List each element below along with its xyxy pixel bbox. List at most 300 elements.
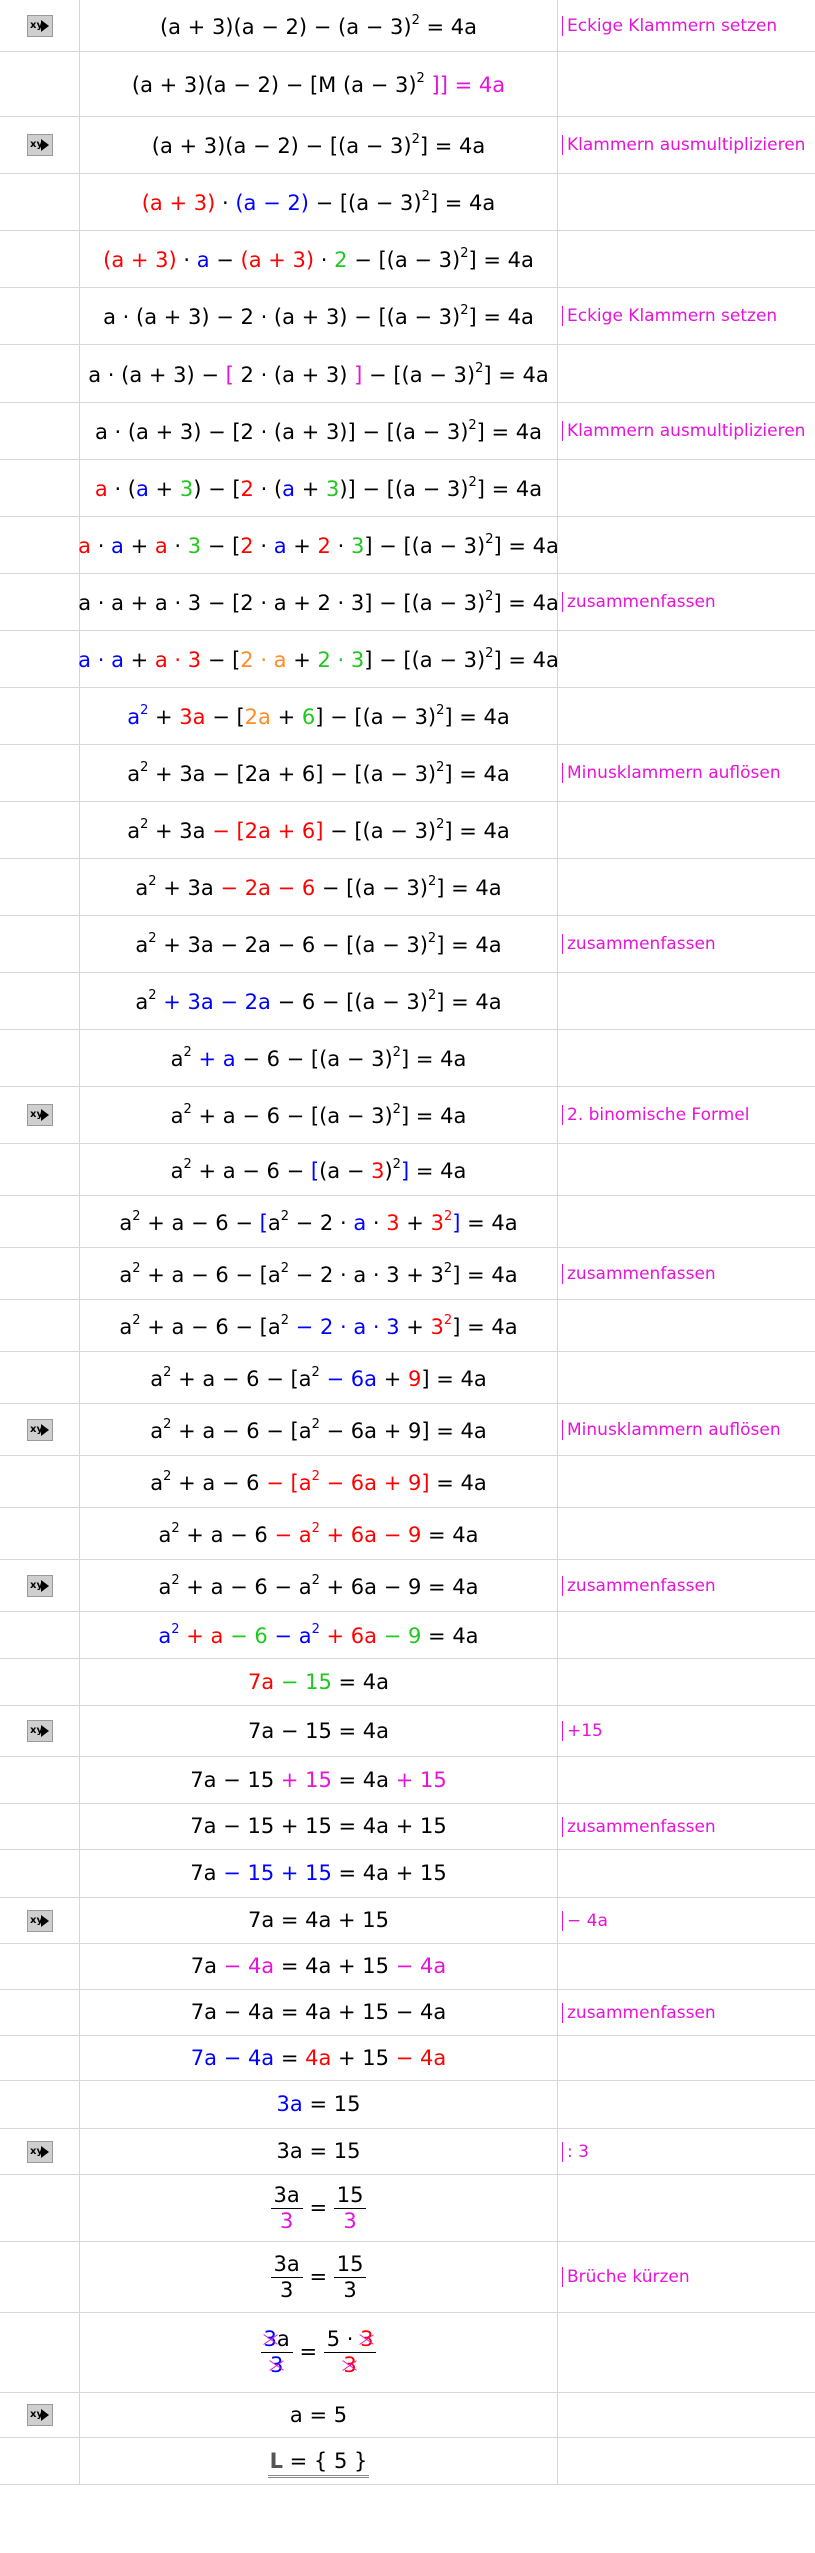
term: + <box>148 705 180 729</box>
equation-cell <box>80 117 558 173</box>
term: + 3a − [2a + 6] − [(a − 3) <box>148 762 437 786</box>
step-row <box>0 1030 815 1087</box>
exponent: 2 <box>140 703 149 718</box>
term: + a <box>186 1624 224 1648</box>
button-cell <box>0 174 80 230</box>
step-row <box>0 1560 815 1612</box>
equation-cell <box>80 1030 558 1086</box>
step-arrow-icon[interactable]: xy <box>27 1575 53 1597</box>
step-row <box>0 859 815 916</box>
equation-cell <box>80 1659 558 1705</box>
term: ] − [(a − 3) <box>315 705 437 729</box>
term: + <box>123 534 155 558</box>
term: 3 <box>386 1210 400 1235</box>
button-cell <box>0 802 80 858</box>
fraction <box>334 2182 367 2233</box>
step-row <box>0 1990 815 2036</box>
term: − 4a <box>395 2045 447 2070</box>
exponent: 2 <box>416 71 425 86</box>
term: ]] = 4a <box>431 73 506 97</box>
step-comment: zusammenfassen <box>562 1576 716 1596</box>
term: − [2a + 6] <box>212 819 324 843</box>
exponent: 2 <box>148 874 157 889</box>
step-comment: : 3 <box>562 2142 589 2162</box>
comment-cell <box>558 2242 815 2312</box>
set-open: = { <box>282 2448 334 2473</box>
equation <box>78 533 559 557</box>
equation-cell <box>80 1850 558 1897</box>
equation <box>150 1470 486 1494</box>
step-comment: zusammenfassen <box>562 1817 716 1837</box>
comment-cell <box>558 745 815 801</box>
button-cell <box>0 688 80 744</box>
term: ] = 4a <box>436 990 502 1014</box>
equals: = <box>292 2339 324 2364</box>
term: 7a − 15 = 4a <box>247 1718 390 1743</box>
step-comment: Eckige Klammern setzen <box>562 306 777 326</box>
equation-cell <box>80 2313 558 2392</box>
term: a · (a + 3) − <box>88 362 226 387</box>
term: · <box>91 534 112 558</box>
term: · <box>330 534 351 558</box>
equation <box>78 647 559 671</box>
term: ) − [ <box>193 477 241 501</box>
step-arrow-icon[interactable]: xy <box>27 15 53 37</box>
denominator: 3 <box>279 2277 294 2302</box>
equation-cell <box>80 1944 558 1989</box>
term: + <box>270 705 302 729</box>
term: + <box>377 1366 408 1391</box>
term: ] = 4a <box>429 191 496 215</box>
term: 7a <box>190 1954 224 1978</box>
exponent: 2 <box>163 1416 172 1432</box>
term: ] = 4a <box>468 305 534 329</box>
comment-cell <box>558 1898 815 1943</box>
button-cell <box>0 1804 80 1849</box>
term: a · (a + 3) − 2 · (a + 3) − [(a − 3) <box>103 305 461 329</box>
numerator: 15 <box>334 2254 367 2278</box>
exponent: 2 <box>171 1520 180 1536</box>
term: 3 <box>350 534 365 558</box>
comment-cell <box>558 574 815 630</box>
term: 3 <box>371 1158 385 1183</box>
button-cell <box>0 1404 80 1455</box>
denominator <box>270 2353 283 2376</box>
term: + a − 6 − [a <box>140 1262 281 1287</box>
solution-set <box>268 2449 370 2478</box>
term: 3 <box>325 477 340 501</box>
equation-cell <box>80 1144 558 1195</box>
set-close: } <box>347 2448 368 2473</box>
exponent: 2 <box>468 475 477 490</box>
term: ] = 4a <box>493 534 559 558</box>
term: = 15 <box>302 2092 361 2116</box>
step-comment: Brüche kürzen <box>562 2267 690 2287</box>
term: + a − 6 − [a <box>140 1314 281 1339</box>
term: − [ <box>201 648 241 672</box>
term: 2 · a <box>240 648 287 672</box>
equation <box>171 1103 467 1127</box>
exponent: 2 <box>311 1364 320 1380</box>
term: a <box>353 1210 367 1235</box>
term <box>320 1367 327 1391</box>
equation <box>261 2329 377 2376</box>
step-comment: Klammern ausmultiplizieren <box>562 421 805 441</box>
term: a <box>111 534 124 558</box>
equation-cell <box>80 916 558 972</box>
step-row <box>0 52 815 117</box>
denominator <box>343 2353 356 2376</box>
step-row <box>0 1612 815 1659</box>
button-cell <box>0 916 80 972</box>
button-cell <box>0 1560 80 1611</box>
button-cell <box>0 2242 80 2312</box>
term: − [(a − 3) <box>323 819 437 843</box>
button-cell <box>0 2313 80 2392</box>
equation-cell <box>80 745 558 801</box>
equation <box>127 818 510 842</box>
term: + 15 <box>331 2045 396 2070</box>
equation-cell <box>80 1757 558 1803</box>
equation-cell <box>80 1804 558 1849</box>
term: ] = 4a <box>444 762 510 786</box>
term: = 4a <box>460 1210 518 1235</box>
term: + <box>123 648 155 672</box>
term: ) <box>384 1158 393 1183</box>
term: a <box>94 477 108 501</box>
exponent: 2 <box>311 1416 320 1432</box>
term: − 6a <box>326 1366 378 1391</box>
numerator <box>324 2329 377 2353</box>
term: 3 <box>179 477 194 501</box>
solution-symbol: L <box>269 2448 283 2473</box>
term: = 4a <box>429 1470 487 1495</box>
comment-cell <box>558 1659 815 1705</box>
term: · <box>176 248 197 272</box>
term: = 4a <box>419 14 478 39</box>
term: 7a − 15 <box>190 1767 281 1792</box>
term: a <box>158 1522 172 1547</box>
term: ] = 4a <box>452 1262 518 1287</box>
equation-cell <box>80 688 558 744</box>
button-cell <box>0 574 80 630</box>
comment-cell <box>558 174 815 230</box>
step-row <box>0 1944 815 1990</box>
comment-cell <box>558 288 815 344</box>
equation <box>277 2094 361 2115</box>
term: ] = 4a <box>444 705 510 729</box>
term: − [ <box>201 534 241 558</box>
step-arrow-icon[interactable]: xy <box>27 2141 53 2163</box>
term: 7a = 4a + 15 <box>247 1908 390 1932</box>
step-comment: Eckige Klammern setzen <box>562 16 777 36</box>
term: + a − 6 − a <box>179 1574 312 1599</box>
button-cell <box>0 1944 80 1989</box>
term: ] − [(a − 3) <box>364 534 486 558</box>
equation <box>190 2045 447 2070</box>
equation-cell <box>80 2393 558 2437</box>
step-row <box>0 231 815 288</box>
step-arrow-icon[interactable]: xy <box>27 1104 53 1126</box>
exponent: 2 <box>443 1260 453 1276</box>
term: 3 <box>430 1210 444 1235</box>
exponent: 2 <box>411 12 420 28</box>
term: a <box>170 1104 184 1128</box>
cancelled-digit: 3 <box>269 2353 284 2377</box>
term: − 2 · <box>288 1210 354 1235</box>
button-cell <box>0 1612 80 1658</box>
exponent: 2 <box>392 1045 401 1060</box>
step-row <box>0 345 815 403</box>
term: ] = 4a <box>468 248 534 272</box>
button-cell <box>0 745 80 801</box>
step-row <box>0 403 815 460</box>
equation <box>247 1718 390 1743</box>
equation <box>150 1366 486 1390</box>
term: )] − [(a − 3) <box>339 477 469 501</box>
equation <box>142 190 496 214</box>
exponent: 2 <box>183 1045 192 1060</box>
comment-cell <box>558 2081 815 2128</box>
button-cell <box>0 2393 80 2437</box>
step-row <box>0 2129 815 2175</box>
button-cell <box>0 2438 80 2484</box>
step-row <box>0 802 815 859</box>
comment-cell <box>558 1248 815 1299</box>
exponent: 2 <box>411 132 420 147</box>
term <box>289 1315 296 1339</box>
term <box>274 1670 281 1694</box>
term: − 2 · a · 3 <box>295 1314 400 1339</box>
button-cell <box>0 345 80 402</box>
term: 2 <box>240 534 254 558</box>
equation-cell <box>80 2242 558 2312</box>
term: a <box>170 1158 184 1183</box>
button-cell <box>0 973 80 1029</box>
numerator: 15 <box>334 2185 367 2209</box>
term: [ <box>310 1158 320 1183</box>
exponent: 2 <box>183 1102 192 1117</box>
numerator: 3a <box>271 2185 303 2209</box>
term: = 4a + 15 <box>331 1861 447 1885</box>
comment-cell <box>558 1087 815 1143</box>
equation-cell <box>80 345 558 402</box>
comment-cell <box>558 1196 815 1247</box>
exponent: 2 <box>427 931 437 946</box>
term <box>192 1047 199 1071</box>
exponent: 2 <box>163 1364 172 1380</box>
button-cell <box>0 1300 80 1351</box>
equation-cell <box>80 574 558 630</box>
term: + <box>286 648 318 672</box>
term: + a − 6 − [a <box>171 1418 312 1443</box>
term: · ( <box>107 477 136 501</box>
equation-cell <box>80 802 558 858</box>
term: 4a <box>305 2045 332 2070</box>
step-comment: Minusklammern auflösen <box>562 1420 781 1440</box>
term: a <box>170 1047 184 1071</box>
comment-cell <box>558 973 815 1029</box>
term: + 3a <box>156 876 221 900</box>
term: ] <box>400 1158 410 1183</box>
term: − 6a + 9] <box>319 1470 430 1495</box>
equation-cell <box>80 1352 558 1403</box>
button-cell <box>0 403 80 459</box>
exponent: 2 <box>443 1312 453 1328</box>
exponent: 2 <box>140 760 149 775</box>
term: + <box>148 477 180 501</box>
step-row <box>0 2393 815 2438</box>
equation-cell <box>80 2081 558 2128</box>
comment-cell <box>558 631 815 687</box>
term: a <box>127 705 141 729</box>
term: · <box>366 1210 387 1235</box>
comment-cell <box>558 2438 815 2484</box>
equation <box>190 1863 446 1884</box>
term: a <box>267 1210 281 1235</box>
step-arrow-icon[interactable]: xy <box>27 2404 53 2426</box>
equation-cell <box>80 1898 558 1943</box>
equation-cell <box>80 1196 558 1247</box>
exponent: 2 <box>460 246 469 261</box>
equation <box>190 1816 446 1837</box>
button-cell <box>0 2036 80 2080</box>
button-cell <box>0 1144 80 1195</box>
term: + a − 6 − <box>140 1210 260 1235</box>
term: a = 5 <box>289 2402 348 2427</box>
term: = 4a <box>421 1522 479 1547</box>
equals: = <box>302 2195 334 2219</box>
term: − [(a − 3) <box>315 876 428 900</box>
term: 3a = 15 <box>276 2139 361 2163</box>
step-row <box>0 117 815 174</box>
term: − 4a <box>395 1954 447 1978</box>
term: a · a + a · 3 − [2 · a + 2 · 3] − [(a − 3) <box>78 591 486 615</box>
term: 3 <box>187 534 202 558</box>
term: a · (a + 3) − [2 · (a + 3)] − [(a − 3) <box>94 420 469 444</box>
term: 2 · (a + 3) <box>233 362 355 387</box>
equation-cell <box>80 288 558 344</box>
step-row <box>0 1757 815 1804</box>
term: [ <box>225 362 234 387</box>
step-row <box>0 1659 815 1706</box>
term: 2 <box>334 248 348 272</box>
step-row <box>0 688 815 745</box>
fraction <box>261 2329 293 2376</box>
step-row <box>0 174 815 231</box>
term: 7a − 15 + 15 = 4a + 15 <box>190 1814 447 1838</box>
term: − 9 <box>383 1624 422 1648</box>
term: − a <box>274 1522 312 1547</box>
step-comment: zusammenfassen <box>562 2003 716 2023</box>
term: + 6a − 9 = 4a <box>319 1574 479 1599</box>
term: (a + 3)(a − 2) − [M <box>131 73 337 97</box>
term: (a − 2) <box>235 191 309 215</box>
exponent: 2 <box>148 988 157 1003</box>
exponent: 2 <box>392 1102 401 1117</box>
equation-cell <box>80 2129 558 2174</box>
fraction <box>271 2251 303 2302</box>
step-row <box>0 1804 815 1850</box>
term: − 15 <box>280 1669 332 1694</box>
equation <box>171 1158 467 1182</box>
button-cell <box>0 0 80 51</box>
button-cell <box>0 1850 80 1897</box>
term: · <box>215 191 236 215</box>
step-row <box>0 1248 815 1300</box>
equation <box>95 476 542 500</box>
term: ] = 4a <box>476 420 543 444</box>
exponent: 2 <box>280 1208 289 1224</box>
equation <box>132 72 505 96</box>
term: a <box>196 248 210 272</box>
comment-cell <box>558 859 815 915</box>
term: 2 <box>317 534 331 558</box>
term: · <box>253 534 274 558</box>
step-arrow-icon[interactable]: xy <box>27 134 53 156</box>
exponent: 2 <box>280 1260 289 1276</box>
equation <box>103 304 534 328</box>
equation <box>78 590 559 614</box>
equation-cell <box>80 1248 558 1299</box>
step-arrow-icon[interactable]: xy <box>27 1910 53 1932</box>
equation-cell <box>80 1990 558 2035</box>
equation <box>127 761 510 785</box>
comment-cell <box>558 2175 815 2241</box>
button-cell <box>0 2129 80 2174</box>
exponent: 2 <box>443 1208 453 1224</box>
term: + 3a <box>148 819 213 843</box>
term: ] − [(a − 3) <box>364 648 486 672</box>
exponent: 2 <box>485 646 494 661</box>
button-cell <box>0 1030 80 1086</box>
term: a <box>127 762 141 786</box>
comment-cell <box>558 1456 815 1507</box>
step-row <box>0 517 815 574</box>
comment-cell <box>558 1144 815 1195</box>
term: ] = 4a <box>436 876 502 900</box>
step-arrow-icon[interactable]: xy <box>27 1720 53 1742</box>
term: + 6a <box>326 1624 378 1648</box>
step-arrow-icon[interactable]: xy <box>27 1419 53 1441</box>
equation-cell <box>80 517 558 573</box>
step-row <box>0 1144 815 1196</box>
equation-cell <box>80 1508 558 1559</box>
equation-cell <box>80 174 558 230</box>
denominator: 3 <box>279 2208 294 2233</box>
term: + a − 6 <box>179 1522 275 1547</box>
comment-cell <box>558 2129 815 2174</box>
exponent: 2 <box>460 303 469 318</box>
step-comment: Klammern ausmultiplizieren <box>562 135 805 155</box>
term: 7a <box>190 1861 224 1885</box>
term: = 4a <box>409 1158 467 1183</box>
term: = 4a <box>421 1624 479 1648</box>
term: (a + 3)(a − 2) − [(a − 3) <box>151 134 412 158</box>
button-cell <box>0 1757 80 1803</box>
step-row <box>0 0 815 52</box>
exponent: 2 <box>468 418 477 433</box>
equation <box>103 247 534 271</box>
term: ] = 4a <box>436 933 502 957</box>
step-row <box>0 973 815 1030</box>
equation-cell <box>80 460 558 516</box>
term: + 3a − 2a − 6 − [(a − 3) <box>156 933 428 957</box>
cancelled-digit: 3 <box>343 2353 357 2377</box>
equation-cell <box>80 0 558 51</box>
step-row <box>0 1404 815 1456</box>
button-cell <box>0 1706 80 1756</box>
